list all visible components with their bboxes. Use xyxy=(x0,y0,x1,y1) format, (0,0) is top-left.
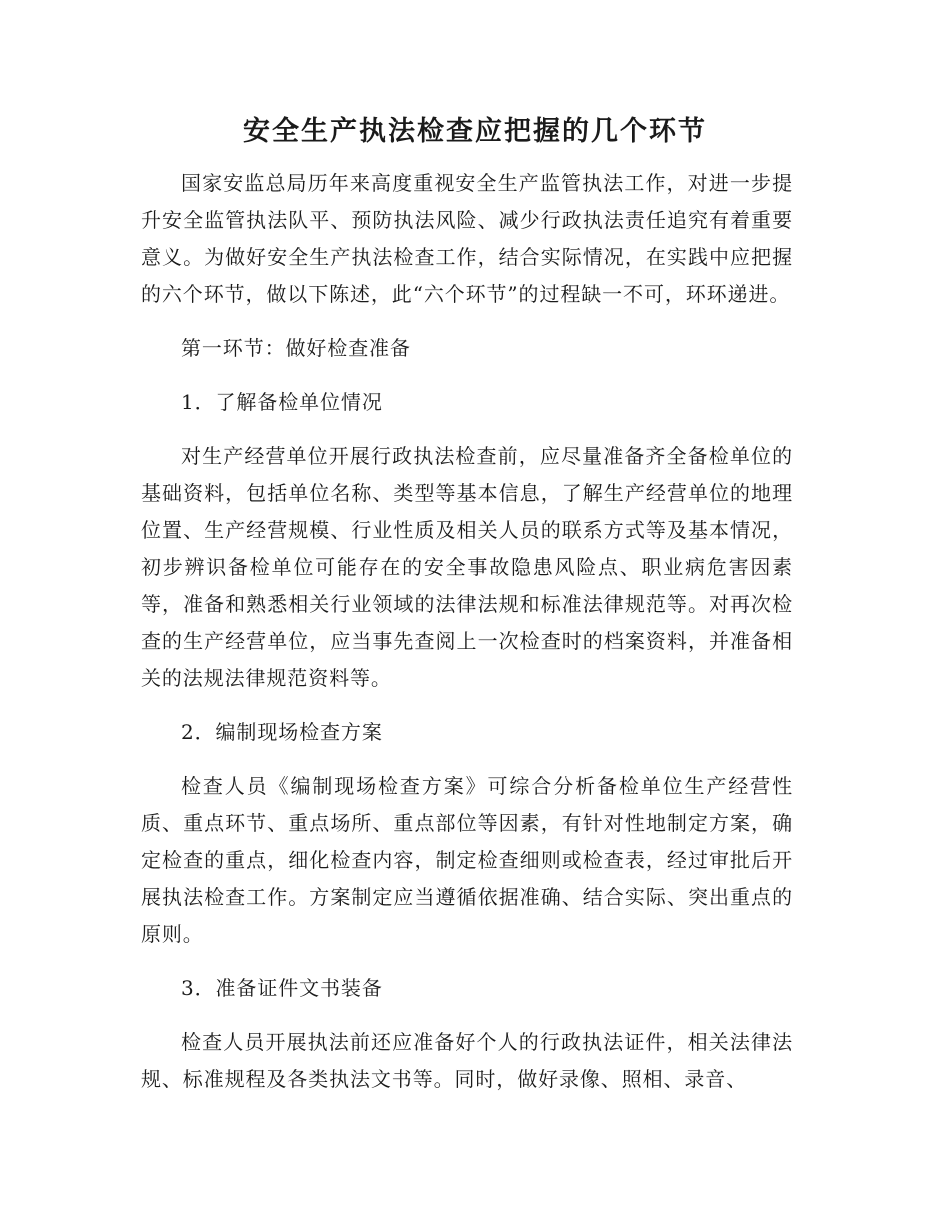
item-3-heading: 3．准备证件文书装备 xyxy=(181,976,383,1000)
item-1-heading: 1．了解备检单位情况 xyxy=(181,390,383,414)
section-1-heading: 第一环节：做好检查准备 xyxy=(181,336,411,360)
document-title: 安全生产执法检查应把握的几个环节 xyxy=(243,116,707,147)
item-2-paragraph: 检查人员《编制现场检查方案》可综合分析备检单位生产经营性质、重点环节、重点场所、重点部位等因素，有针对性地制定方案，确定检查的重点，细化检查内容，制定检查细则或检查表，经过审批后开展执法检查工作。方案制定应当遵循依据准确、结合实际、突出重点的原则。 xyxy=(141,774,793,946)
item-2-heading: 2．编制现场检查方案 xyxy=(181,720,383,744)
item-1-paragraph: 对生产经营单位开展行政执法检查前，应尽量准备齐全备检单位的基础资料，包括单位名称、类型等基本信息，了解生产经营单位的地理位置、生产经营规模、行业性质及相关人员的联系方式等及基本情况，初步辨识备检单位可能存在的安全事故隐患风险点、职业病危害因素等，准备和熟悉相关行业领域的法律法规和标准法律规范等。对再次检查的生产经营单位，应当事先查阅上一次检查时的档案资料，并准备相关的法规法律规范资料等。 xyxy=(141,444,793,690)
item-3-paragraph: 检查人员开展执法前还应准备好个人的行政执法证件，相关法律法规、标准规程及各类执法文书等。同时，做好录像、照相、录音、 xyxy=(141,1030,793,1091)
document-body xyxy=(141,165,793,1115)
intro-paragraph: 国家安监总局历年来高度重视安全生产监管执法工作，对进一步提升安全监管执法队平、预防执法风险、减少行政执法责任追究有着重要意义。为做好安全生产执法检查工作，结合实际情况，在实践中应把握的六个环节，做以下陈述，此“六个环节”的过程缺一不可，环环递进。 xyxy=(141,171,793,306)
